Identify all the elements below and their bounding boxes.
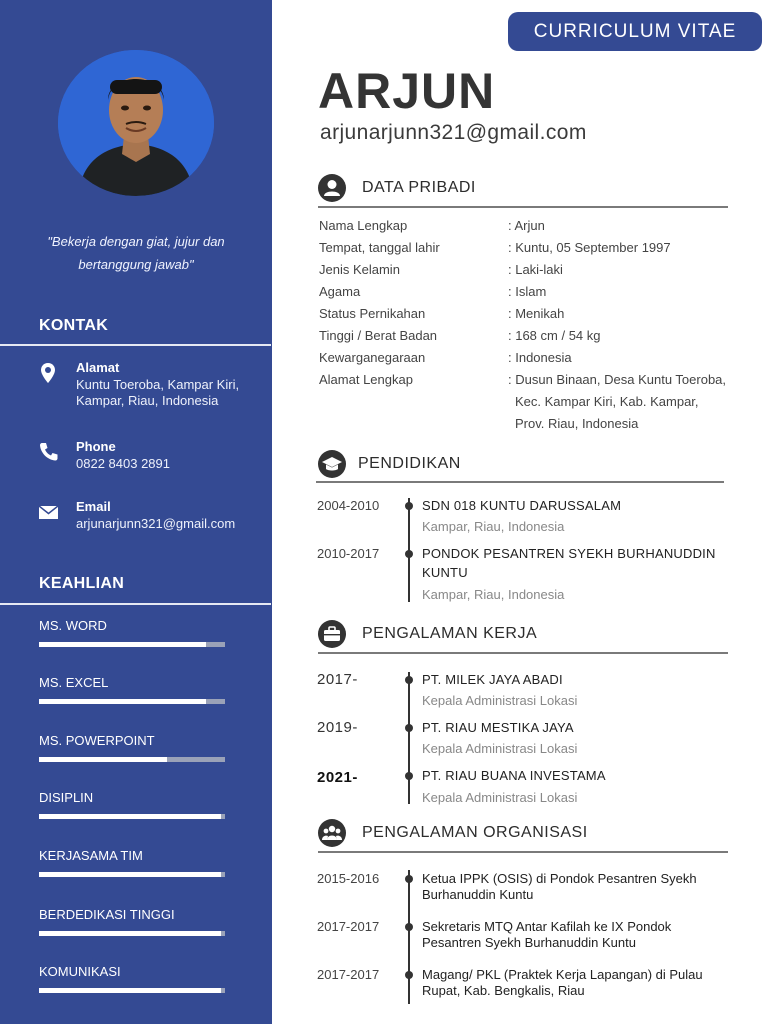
divider <box>318 851 728 853</box>
divider <box>318 652 728 654</box>
skill-label: KOMUNIKASI <box>39 964 121 979</box>
contact-phone-text <box>76 456 276 472</box>
field-value: : Kuntu, 05 September 1997 <box>508 240 671 255</box>
skill-bar <box>39 872 225 877</box>
skill-item <box>39 675 229 690</box>
work-year: 2021- <box>317 769 358 786</box>
skill-item <box>39 733 229 748</box>
work-role: Kepala Administrasi Lokasi <box>422 790 578 805</box>
section-title-education: PENDIDIKAN <box>358 455 461 472</box>
motto-line: "Bekerja dengan giat, jujur dan <box>47 234 225 249</box>
field-value-continued: Prov. Riau, Indonesia <box>515 416 639 431</box>
field-value: : 168 cm / 54 kg <box>508 328 601 343</box>
skill-bar <box>39 642 225 647</box>
timeline-dot <box>405 550 413 558</box>
timeline-dot <box>405 502 413 510</box>
field-value: : Islam <box>508 284 547 299</box>
skill-item <box>39 848 229 863</box>
field-label: Status Pernikahan <box>319 306 426 321</box>
divider <box>0 603 271 605</box>
group-icon <box>318 819 346 847</box>
skill-label: DISIPLIN <box>39 790 94 805</box>
skill-item <box>39 618 229 633</box>
skill-bar-fill <box>39 872 221 877</box>
contact-line: 0822 8403 2891 <box>76 456 170 471</box>
skill-bar-fill <box>39 931 221 936</box>
contact-title: Alamat <box>76 360 120 375</box>
field-label: Tempat, tanggal lahir <box>319 240 440 255</box>
field-label: Nama Lengkap <box>319 218 408 233</box>
skill-item <box>39 790 229 805</box>
work-company: PT. RIAU MESTIKA JAYA <box>422 720 574 735</box>
contact-line: arjunarjunn321@gmail.com <box>76 516 236 531</box>
timeline-dot <box>405 676 413 684</box>
contact-email-text <box>76 516 276 532</box>
phone-icon <box>38 441 60 463</box>
education-years: 2004-2010 <box>317 498 380 513</box>
education-place: Kampar, Riau, Indonesia <box>422 587 565 602</box>
field-value: : Arjun <box>508 218 545 233</box>
timeline-line <box>408 870 410 1004</box>
section-title-organization: PENGALAMAN ORGANISASI <box>362 824 588 841</box>
skill-bar <box>39 757 225 762</box>
skill-item <box>39 964 229 979</box>
skills-heading: KEAHLIAN <box>39 575 125 592</box>
skill-label: KERJASAMA TIM <box>39 848 143 863</box>
work-company: PT. RIAU BUANA INVESTAMA <box>422 768 606 783</box>
motto-quote <box>26 230 246 276</box>
briefcase-icon <box>318 620 346 648</box>
organization-role: Magang/ PKL (Praktek Kerja Lapangan) di Pulau Rupat, Kab. Bengkalis, Riau <box>422 967 703 998</box>
contact-address-text <box>76 377 276 409</box>
work-year: 2019- <box>317 719 358 736</box>
timeline-dot <box>405 971 413 979</box>
divider <box>318 206 728 208</box>
field-value-continued: Kec. Kampar Kiri, Kab. Kampar, <box>515 394 699 409</box>
organization-years: 2017-2017 <box>317 967 380 982</box>
skill-label: MS. WORD <box>39 618 107 633</box>
timeline-dot <box>405 923 413 931</box>
contact-line: Kampar, Riau, Indonesia <box>76 393 219 408</box>
field-value: : Menikah <box>508 306 565 321</box>
field-label: Jenis Kelamin <box>319 262 400 277</box>
graduation-cap-icon <box>318 450 346 478</box>
section-title-work: PENGALAMAN KERJA <box>362 625 538 642</box>
skill-label: MS. EXCEL <box>39 675 109 690</box>
skill-bar-fill <box>39 699 206 704</box>
organization-role: Ketua IPPK (OSIS) di Pondok Pesantren Syekh Burhanuddin Kuntu <box>422 871 697 902</box>
divider <box>0 344 271 346</box>
timeline-dot <box>405 772 413 780</box>
organization-years: 2015-2016 <box>317 871 380 886</box>
work-year: 2017- <box>317 671 358 688</box>
skill-bar <box>39 814 225 819</box>
skill-bar <box>39 988 225 993</box>
field-value: : Indonesia <box>508 350 572 365</box>
contact-title: Email <box>76 499 111 514</box>
field-value: : Laki-laki <box>508 262 563 277</box>
skill-bar <box>39 931 225 936</box>
envelope-icon <box>38 501 60 523</box>
field-label: Kewarganegaraan <box>319 350 426 365</box>
skill-item <box>39 907 229 922</box>
timeline-dot <box>405 724 413 732</box>
skill-label: MS. POWERPOINT <box>39 733 155 748</box>
work-company: PT. MILEK JAYA ABADI <box>422 672 563 687</box>
skill-label: BERDEDIKASI TINGGI <box>39 907 175 922</box>
organization-role: Sekretaris MTQ Antar Kafilah ke IX Pondok Pesantren Syekh Burhanuddin Kuntu <box>422 919 672 950</box>
field-label: Tinggi / Berat Badan <box>319 328 438 343</box>
education-place: Kampar, Riau, Indonesia <box>422 519 565 534</box>
location-pin-icon <box>38 362 60 384</box>
contact-line: Kuntu Toeroba, Kampar Kiri, <box>76 377 240 392</box>
contact-title: Phone <box>76 439 116 454</box>
organization-years: 2017-2017 <box>317 919 380 934</box>
work-role: Kepala Administrasi Lokasi <box>422 741 578 756</box>
motto-line: bertanggung jawab" <box>78 257 194 272</box>
skill-bar <box>39 699 225 704</box>
divider <box>316 481 724 483</box>
skill-bar-fill <box>39 988 221 993</box>
timeline-line <box>408 672 410 804</box>
work-role: Kepala Administrasi Lokasi <box>422 693 578 708</box>
full-name: ARJUN <box>318 63 496 119</box>
skill-bar-fill <box>39 642 206 647</box>
user-icon <box>318 174 346 202</box>
cv-badge: CURRICULUM VITAE <box>508 12 762 51</box>
field-value: : Dusun Binaan, Desa Kuntu Toeroba, <box>508 372 727 387</box>
timeline-dot <box>405 875 413 883</box>
header-email: arjunarjunn321@gmail.com <box>320 121 587 144</box>
section-title-personal: DATA PRIBADI <box>362 179 476 196</box>
sidebar <box>0 0 272 1024</box>
profile-photo <box>58 50 214 196</box>
education-school: SDN 018 KUNTU DARUSSALAM <box>422 498 622 513</box>
education-school: PONDOK PESANTREN SYEKH BURHANUDDIN KUNTU <box>422 546 716 580</box>
field-label: Agama <box>319 284 361 299</box>
contact-heading: KONTAK <box>39 317 109 334</box>
education-years: 2010-2017 <box>317 546 380 561</box>
skill-bar-fill <box>39 757 167 762</box>
skill-bar-fill <box>39 814 221 819</box>
field-label: Alamat Lengkap <box>319 372 413 387</box>
